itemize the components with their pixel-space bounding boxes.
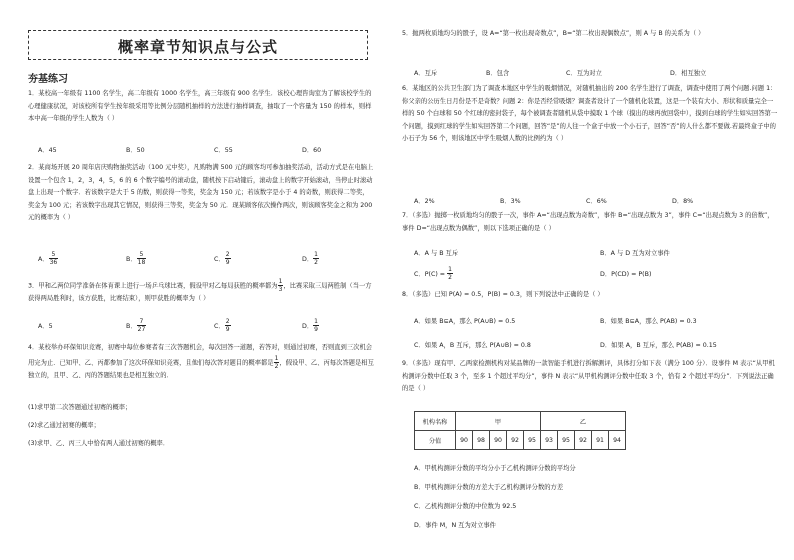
numerator: 7 <box>137 318 147 326</box>
question-7: 7．（多选）抛掷一枚质地均匀的骰子一次，事件 A=“出现点数为奇数”，事件 B=“出现点数为 3”，事件 C=“出现点数为 3 的倍数”，事件 D=“出现点数为偶数”，则以下选项正确的是（ ） <box>402 212 774 232</box>
option <box>126 318 214 333</box>
table-header-cell: 甲 <box>456 412 541 431</box>
question-8-options-row-2 <box>414 340 717 349</box>
option: C．互为对立 <box>566 70 602 77</box>
title-box <box>28 30 368 60</box>
table-row-label: 分值 <box>415 431 456 450</box>
option-label: B． <box>126 255 137 263</box>
numerator: 5 <box>49 251 59 259</box>
table-header-cell: 乙 <box>541 412 626 431</box>
denominator: 9 <box>225 326 230 333</box>
numerator: 2 <box>225 318 230 325</box>
question-6: 6．某地区的公共卫生部门为了调查本地区中学生的吸烟情况，对随机抽出的 200 名学生进行了调查，调查中使用了两个问题.问题 1：你父亲的公历生日月份是不是奇数？问题 2：你是否经常吸烟？调查者设计了一个随机化装置，这是一个装有大小、形状和质量完全一样的 50 个白球和 50 个红球的密封袋子，每个被调查者随机从袋中摸取 1 个球（摸出的球再放回袋中），摸到白球的学生如实回答第一个问题，摸到红球的学生如实回答第二个问题，回答“是”的人往一个盒子中放一个小石子，回答“否”的人什么都不要做.若最终盒子中的小石子为 56 个，则该地区中学生吸烟人数的比例约为（ ） <box>402 85 778 142</box>
fraction <box>225 251 231 266</box>
table-cell: 92 <box>575 431 592 450</box>
table-cell: 95 <box>558 431 575 450</box>
option: A．A 与 B 互斥 <box>414 250 459 257</box>
question-4-part-2: (2)求乙通过初赛的概率； <box>28 422 100 429</box>
denominator: 27 <box>137 326 146 333</box>
question-8: 8．（多选）已知 P(A) = 0.5，P(B) = 0.3，则下列说法中正确的是（ ） <box>402 291 604 298</box>
option-label: B． <box>126 322 137 330</box>
option <box>126 251 214 266</box>
option-label: A． <box>38 255 49 263</box>
question-7-options-row-1 <box>414 248 670 257</box>
option-label: D． <box>302 255 314 263</box>
table-row <box>415 431 626 450</box>
question-5-options <box>414 68 706 77</box>
table-cell: 95 <box>524 431 541 450</box>
question-4-part-3: (3)求甲、乙、丙三人中恰有两人通过初赛的概率． <box>28 440 170 447</box>
table-cell: 90 <box>456 431 473 450</box>
score-table <box>414 411 626 450</box>
page-title: 概率章节知识点与公式 <box>117 38 278 56</box>
table-cell: 94 <box>609 431 626 450</box>
table-cell: 91 <box>592 431 609 450</box>
table-cell: 90 <box>490 431 507 450</box>
option: A．互斥 <box>414 70 438 77</box>
option: A．如果 B⊆A，那么 P(A∪B) = 0.5 <box>414 318 516 325</box>
option <box>214 251 302 266</box>
question-1: 1．某校高一年级有 1100 名学生，高二年级有 1000 名学生，高三年级有 900 名学生．该校心理咨询室为了解该校学生的心理健康状况，对该校所有学生按年级采用等比例分层随机抽样的方法进行抽样调查，抽取了一个容量为 150 的样本，则样本中高一年级的学生人数为（ ） <box>28 90 372 122</box>
option: B．50 <box>126 147 145 154</box>
option: D．P(CD) = P(B) <box>600 270 652 278</box>
table-cell: 98 <box>473 431 490 450</box>
table-header-cell: 机构名称 <box>415 412 456 431</box>
option-label: C．P(C) = <box>414 270 446 278</box>
question-3-text: 3．甲和乙两位同学准备在体育课上进行一场乒乓球比赛，假设甲对乙每局获胜的概率都为 <box>28 282 278 290</box>
question-1-options <box>38 145 321 154</box>
question-7-options-row-2 <box>414 266 651 281</box>
fraction <box>225 318 231 333</box>
fraction <box>49 251 59 266</box>
question-2: 2．某商场开展 20 周年店庆购物抽奖活动（100 元中奖），凡购物满 500 元的顾客均可参加抽奖活动，活动方式是在电脑上设置一个包含 1，2，3，4，5，6 的 6 个数字编号的滚动盘，随机按下启动键后，滚动盘上的数字开始滚动，当停止时滚动盘上出现一个数字．若该数字是大于 5 的数，则获得一等奖，奖金为 150 元；若该数字是小于 4 的奇数，则获得二等奖，奖金为 100 元；若该数字出现其它情况，则获得三等奖，奖金为 50 元．现某顾客依次操作两次，则该顾客奖金之和为 200 元的概率为（ ） <box>28 164 374 221</box>
numerator: 1 <box>314 251 318 258</box>
question-4-part-1: (1)求甲第二次答题通过初赛的概率； <box>28 404 132 411</box>
numerator: 2 <box>225 251 230 258</box>
table-row <box>415 412 626 431</box>
option: B．包含 <box>486 70 510 77</box>
option: A．45 <box>38 147 57 154</box>
question-9: 9．（多选）现有甲、乙两家检测机构对某品牌的一款智能手机进行拆解测评，具体打分如下表（满分 100 分）．设事件 M 表示“从甲机构测评分数中任取 3 个，至多 1 个超过平均分”，事件 N 表示“从甲机构测评分数中任取 3 个，恰有 2 个超过平均分”．下列说法正确的是（ ） <box>402 360 775 392</box>
option: B．如果 B⊆A，那么 P(AB) = 0.3 <box>600 318 697 325</box>
question-4-text: ，假设甲、乙、丙每次答题是相互独立的，且甲、乙、丙的答题结果也是相互独立的． <box>28 359 374 379</box>
option <box>414 266 600 281</box>
denominator: 9 <box>314 326 318 333</box>
denominator: 2 <box>274 362 279 370</box>
denominator: 2 <box>448 274 452 281</box>
denominator: 3 <box>278 286 283 293</box>
option: B．3% <box>500 198 521 205</box>
fraction <box>137 251 147 266</box>
question-9-option-c: C．乙机构测评分数的中位数为 92.5 <box>414 503 517 510</box>
denominator: 36 <box>49 259 58 266</box>
denominator: 9 <box>225 259 230 266</box>
numerator: 1 <box>274 354 279 362</box>
option: C．如果 A，B 互斥，那么 P(A∪B) = 0.8 <box>414 342 531 349</box>
option <box>38 251 126 266</box>
question-3-text: ，比赛采取三局两胜制（当一方获得两局胜利时，该方获胜，比赛结束），则甲获胜的概率为（ ） <box>28 282 372 302</box>
option: A．2% <box>414 198 435 205</box>
question-4-text: 4．某校举办环保知识竞赛，初赛中每位参赛者有三次答题机会，每次回答一道题，若答对，则通过初赛，否则直到三次机会用完为止．已知甲、乙、丙都参加了这次环保知识竞赛，且他们每次答对题目的概率都是 <box>28 344 373 366</box>
option: D．8% <box>672 198 694 205</box>
option <box>302 318 319 333</box>
option <box>302 251 319 266</box>
option-label: D． <box>302 322 314 330</box>
numerator: 5 <box>137 251 147 259</box>
question-9-option-b: B．甲机构测评分数的方差大于乙机构测评分数的方差 <box>414 484 564 491</box>
option-label: C． <box>214 322 225 330</box>
question-9-option-d: D．事件 M，N 互为对立事件 <box>414 522 496 529</box>
question-8-options-row-1 <box>414 316 697 325</box>
question-2-options <box>38 251 319 266</box>
option-label: C． <box>214 255 225 263</box>
fraction <box>447 266 453 281</box>
numerator: 1 <box>314 318 318 325</box>
question-5: 5．抛两枚质地均匀的骰子，设 A=“第一枚出现奇数点”，B=“第二枚出现偶数点”，则 A 与 B 的关系为（ ） <box>402 30 705 37</box>
question-4 <box>28 342 374 382</box>
table-cell: 93 <box>541 431 558 450</box>
option: A．5 <box>38 322 53 330</box>
denominator: 2 <box>314 259 318 266</box>
option: C．55 <box>214 147 233 154</box>
option: C．6% <box>586 198 607 205</box>
option: D．60 <box>302 147 322 154</box>
denominator: 18 <box>137 259 146 266</box>
table-cell: 92 <box>507 431 524 450</box>
option: B．A 与 D 互为对立事件 <box>600 250 670 257</box>
fraction <box>313 251 319 266</box>
question-3 <box>28 278 374 306</box>
section-heading: 夯基练习 <box>28 74 68 85</box>
option: D．相互独立 <box>670 70 707 77</box>
option: D．如果 A，B 互斥，那么 P(AB) = 0.15 <box>600 342 717 349</box>
fraction <box>137 318 147 333</box>
numerator: 1 <box>448 266 452 273</box>
question-6-options <box>414 196 693 205</box>
question-9-option-a: A．甲机构测评分数的平均分小于乙机构测评分数的平均分 <box>414 465 576 472</box>
fraction <box>313 318 319 333</box>
option <box>214 318 302 333</box>
question-3-options <box>38 318 319 333</box>
numerator: 1 <box>278 278 283 285</box>
